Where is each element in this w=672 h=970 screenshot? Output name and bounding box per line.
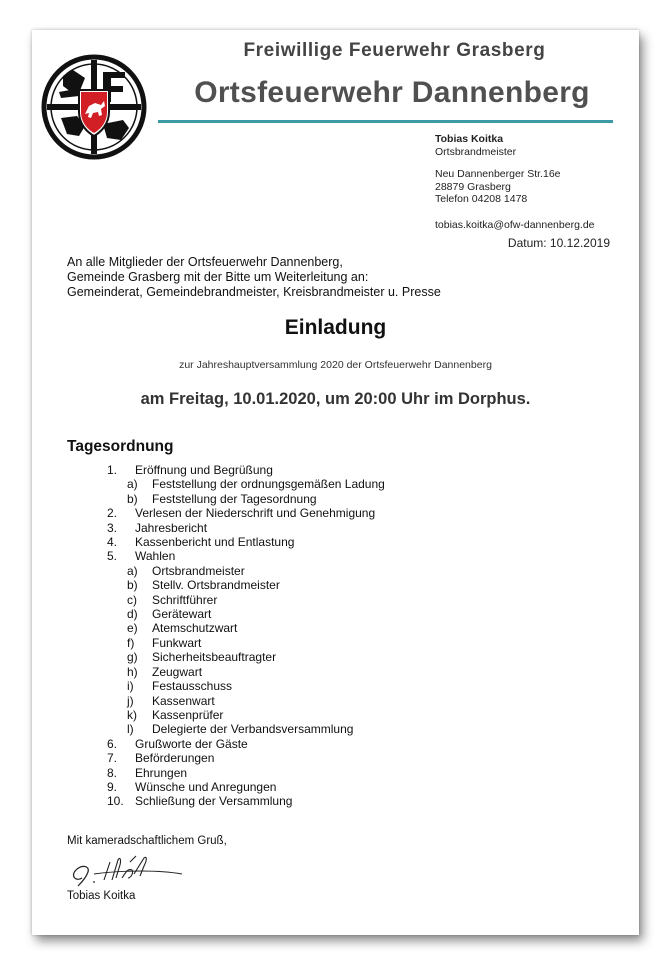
agenda-item	[107, 506, 385, 520]
signer-name: Tobias Koitka	[67, 890, 136, 902]
document-page	[32, 30, 639, 935]
contact-name: Tobias Koitka	[435, 133, 504, 145]
agenda-subitem	[107, 564, 385, 578]
contact-email[interactable]: tobias.koitka@ofw-dannenberg.de	[435, 218, 595, 231]
agenda-item-text: Beförderungen	[135, 751, 215, 766]
agenda-subitem-letter: c)	[127, 592, 137, 607]
agenda-subitem-letter: l)	[127, 722, 134, 737]
agenda-subitem-text: Delegierte der Verbandsversammlung	[152, 722, 354, 737]
agenda-item-number: 6.	[107, 736, 118, 751]
agenda-item	[107, 521, 385, 535]
agenda-subitem	[107, 578, 385, 592]
header-divider	[158, 120, 613, 123]
agenda-subitem	[107, 708, 385, 722]
agenda-item-text: Grußworte der Gäste	[135, 736, 248, 751]
agenda-item-number: 9.	[107, 779, 118, 794]
document-subtitle: zur Jahreshauptversammlung 2020 der Ortsfeuerwehr Dannenberg	[179, 359, 492, 371]
agenda-subitem-text: Stellv. Ortsbrandmeister	[152, 578, 280, 593]
agenda-subitem-letter: i)	[127, 679, 134, 694]
agenda-item	[107, 794, 385, 808]
agenda-item-text: Kassenbericht und Entlastung	[135, 535, 295, 550]
recipients-block	[67, 255, 441, 300]
agenda-subitem	[107, 665, 385, 679]
agenda-item-text: Ehrungen	[135, 765, 188, 780]
agenda-item-text: Wahlen	[135, 549, 176, 564]
agenda-subitem-letter: k)	[127, 707, 137, 722]
handwritten-signature-icon	[64, 848, 184, 888]
contact-city: 28879 Grasberg	[435, 180, 511, 193]
agenda-item-text: Eröffnung und Begrüßung	[135, 463, 273, 477]
unit-name: Ortsfeuerwehr Dannenberg	[194, 76, 590, 109]
recipients-line: An alle Mitglieder der Ortsfeuerwehr Dannenberg,	[67, 255, 343, 269]
agenda-item	[107, 766, 385, 780]
agenda-subitem	[107, 694, 385, 708]
agenda-subitem-text: Sicherheitsbeauftragter	[152, 650, 277, 665]
agenda-subitem-text: Feststellung der ordnungsgemäßen Ladung	[152, 477, 385, 492]
agenda-subitem-letter: h)	[127, 664, 138, 679]
agenda-item-number: 3.	[107, 520, 118, 535]
document-title: Einladung	[284, 316, 387, 339]
agenda-subitem-text: Festausschuss	[152, 679, 233, 694]
agenda-subitem-text: Zeugwart	[152, 664, 203, 679]
contact-block	[435, 133, 595, 231]
agenda-subitem-text: Feststellung der Tagesordnung	[152, 491, 317, 506]
agenda-subitem	[107, 650, 385, 664]
agenda-item-number: 8.	[107, 765, 118, 780]
agenda-subitem-letter: j)	[127, 693, 134, 708]
agenda-subitem-letter: g)	[127, 650, 138, 665]
recipients-line: Gemeinderat, Gemeindebrandmeister, Kreisbrandmeister u. Presse	[67, 285, 441, 299]
recipients-line: Gemeinde Grasberg mit der Bitte um Weiterleitung an:	[67, 270, 369, 284]
agenda-list	[107, 463, 385, 809]
agenda-item	[107, 751, 385, 765]
agenda-item-text: Verlesen der Niederschrift und Genehmigung	[135, 506, 376, 521]
agenda-subitem-letter: e)	[127, 621, 138, 636]
agenda-subitem-letter: a)	[127, 477, 138, 492]
contact-role: Ortsbrandmeister	[435, 145, 517, 158]
agenda-item	[107, 463, 385, 477]
agenda-item	[107, 535, 385, 549]
agenda-subitem	[107, 593, 385, 607]
agenda-subitem-text: Kassenwart	[152, 693, 215, 708]
fire-brigade-emblem-icon	[41, 54, 147, 160]
agenda-subitem	[107, 636, 385, 650]
agenda-item	[107, 549, 385, 563]
agenda-subitem	[107, 722, 385, 736]
agenda-subitem-letter: a)	[127, 563, 138, 578]
agenda-item	[107, 737, 385, 751]
agenda-subitem	[107, 492, 385, 506]
agenda-subitem-letter: d)	[127, 607, 138, 622]
agenda-item-text: Wünsche und Anregungen	[135, 779, 277, 794]
agenda-subitem-letter: b)	[127, 491, 138, 506]
agenda-item-number: 5.	[107, 549, 118, 564]
agenda-subitem-text: Kassenprüfer	[152, 707, 224, 722]
agenda-subitem-text: Gerätewart	[152, 607, 212, 622]
agenda-item-number: 7.	[107, 751, 118, 766]
agenda-subitem-text: Schriftführer	[152, 592, 218, 607]
agenda-item-number: 2.	[107, 506, 118, 521]
event-details: am Freitag, 10.01.2020, um 20:00 Uhr im Dorphus.	[140, 390, 531, 408]
organization-name: Freiwillige Feuerwehr Grasberg	[243, 40, 546, 61]
agenda-subitem-text: Ortsbrandmeister	[152, 563, 245, 578]
agenda-subitem-text: Funkwart	[152, 635, 202, 650]
agenda-subitem-letter: b)	[127, 578, 138, 593]
agenda-item	[107, 780, 385, 794]
agenda-item-number: 4.	[107, 535, 118, 550]
agenda-subitem	[107, 607, 385, 621]
agenda-subitem	[107, 679, 385, 693]
agenda-subitem-text: Atemschutzwart	[152, 621, 238, 636]
agenda-heading: Tagesordnung	[67, 438, 174, 455]
closing-greeting: Mit kameradschaftlichem Gruß,	[67, 835, 227, 847]
agenda-item-text: Jahresbericht	[135, 520, 208, 535]
agenda-subitem	[107, 477, 385, 491]
agenda-subitem-letter: f)	[127, 635, 135, 650]
agenda-item-number: 10.	[107, 794, 124, 809]
letter-date: Datum: 10.12.2019	[507, 236, 610, 250]
contact-street: Neu Dannenberger Str.16e	[435, 168, 561, 180]
agenda-item-text: Schließung der Versammlung	[135, 794, 293, 809]
contact-phone: Telefon 04208 1478	[435, 193, 528, 205]
agenda-item-number: 1.	[107, 463, 118, 477]
agenda-subitem	[107, 621, 385, 635]
